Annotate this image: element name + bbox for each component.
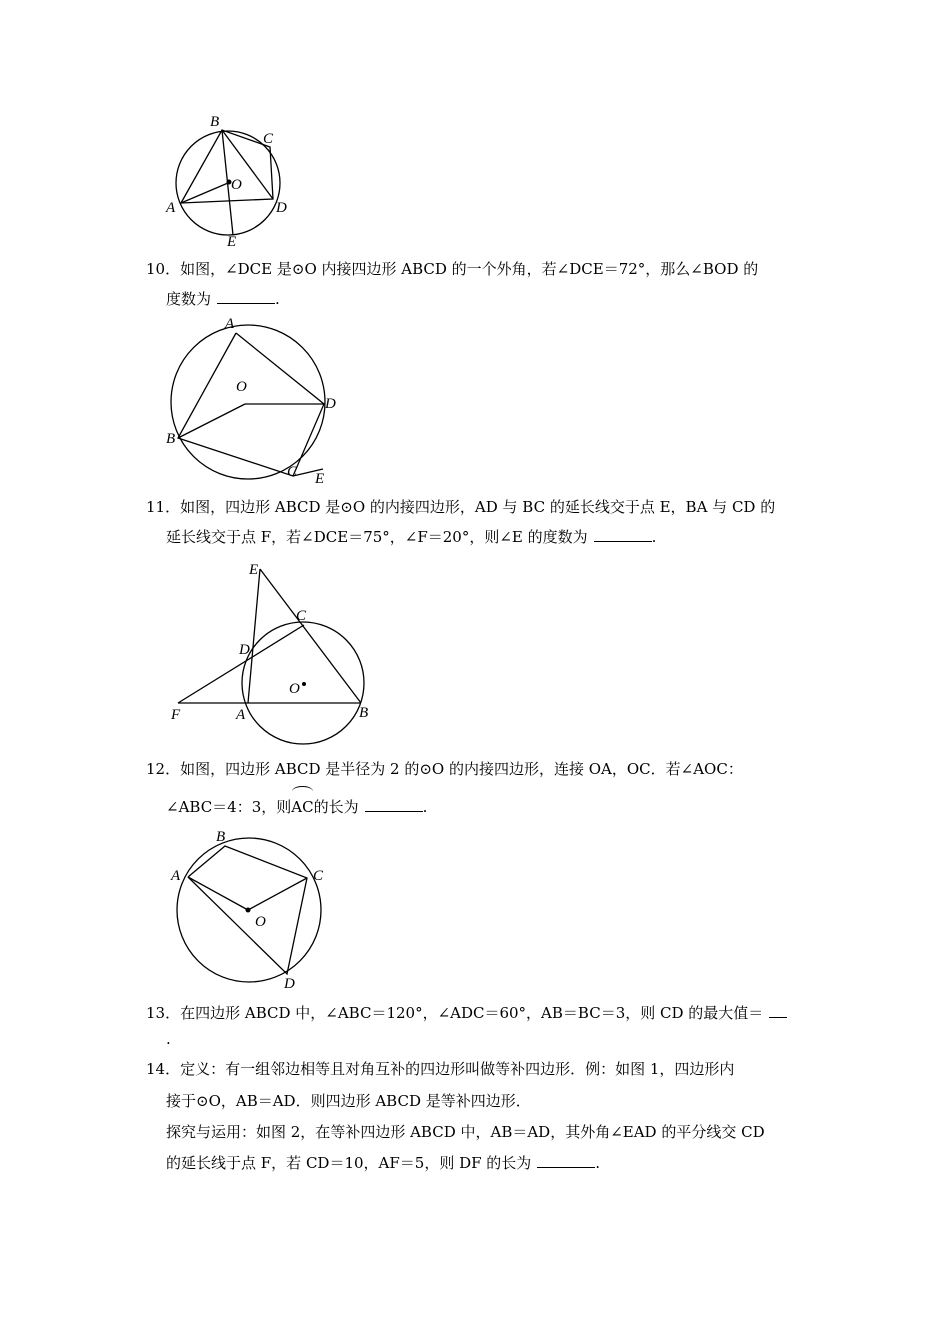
question-10-line2 bbox=[166, 284, 810, 314]
label-C: C bbox=[296, 608, 307, 624]
label-E: E bbox=[227, 234, 237, 250]
label-D: D bbox=[276, 200, 287, 216]
figure-circle-11 bbox=[165, 557, 385, 752]
label-F: F bbox=[171, 707, 181, 723]
label-B: B bbox=[166, 431, 176, 447]
question-12-line2 bbox=[166, 792, 810, 822]
label-D: D bbox=[284, 976, 295, 992]
question-11-end: . bbox=[651, 528, 657, 546]
figure-circle-10 bbox=[160, 312, 350, 492]
label-A: A bbox=[225, 316, 235, 332]
question-12-end: . bbox=[422, 798, 428, 816]
question-14-text: 的延长线于点 F，若 CD＝10，AF＝5，则 DF 的长为 bbox=[166, 1154, 532, 1172]
question-11-line2 bbox=[166, 522, 810, 552]
label-C: C bbox=[287, 464, 298, 480]
label-D: D bbox=[325, 396, 336, 412]
figure-circle-1 bbox=[160, 110, 310, 250]
label-O: O bbox=[236, 379, 247, 395]
answer-blank-14[interactable] bbox=[537, 1151, 595, 1168]
label-B: B bbox=[359, 705, 369, 721]
question-12-text: ∠ABC＝4：3，则 bbox=[166, 798, 292, 816]
question-13-line2: . bbox=[166, 1030, 171, 1048]
question-10-text: 度数为 bbox=[166, 290, 212, 308]
answer-blank-12[interactable] bbox=[365, 795, 423, 812]
label-E: E bbox=[249, 562, 259, 578]
label-D: D bbox=[239, 642, 250, 658]
label-A: A bbox=[171, 868, 181, 884]
answer-blank-10[interactable] bbox=[217, 287, 275, 304]
label-O: O bbox=[231, 177, 242, 193]
question-14-end: . bbox=[595, 1154, 601, 1172]
question-14-line3: 探究与运用：如图 2，在等补四边形 ABCD 中，AB＝AD，其外角∠EAD 的平分线交 CD bbox=[166, 1123, 765, 1141]
label-A: A bbox=[236, 707, 246, 723]
answer-blank-11[interactable] bbox=[594, 525, 652, 542]
figure-circle-12 bbox=[165, 825, 340, 995]
label-E: E bbox=[315, 471, 325, 487]
label-O: O bbox=[289, 681, 300, 697]
question-14-line4 bbox=[166, 1148, 810, 1178]
question-14-line1: 14．定义：有一组邻边相等且对角互补的四边形叫做等补四边形．例：如图 1，四边形内 bbox=[146, 1060, 735, 1078]
question-12-text-post: 的长为 bbox=[313, 798, 359, 816]
question-14-line2: 接于⊙O，AB＝AD．则四边形 ABCD 是等补四边形． bbox=[166, 1092, 531, 1110]
label-C: C bbox=[313, 868, 324, 884]
question-12-line1: 12．如图，四边形 ABCD 是半径为 2 的⊙O 的内接四边形，连接 OA，OC．若∠AOC： bbox=[146, 760, 743, 778]
arc-label: AC bbox=[291, 792, 313, 822]
label-A: A bbox=[166, 200, 176, 216]
answer-blank-13[interactable] bbox=[769, 1001, 787, 1018]
label-B: B bbox=[216, 829, 226, 845]
question-10-end: . bbox=[275, 290, 280, 308]
question-11-line1: 11．如图，四边形 ABCD 是⊙O 的内接四边形，AD 与 BC 的延长线交于点 E，BA 与 CD 的 bbox=[146, 498, 776, 516]
label-C: C bbox=[263, 131, 274, 147]
label-B: B bbox=[210, 114, 220, 130]
question-10-line1: 10．如图，∠DCE 是⊙O 内接四边形 ABCD 的一个外角，若∠DCE＝72°，那么∠BOD 的 bbox=[146, 260, 759, 278]
question-11-text: 延长线交于点 F，若∠DCE＝75°，∠F＝20°，则∠E 的度数为 bbox=[166, 528, 588, 546]
label-O: O bbox=[255, 914, 266, 930]
question-13-text: 13．在四边形 ABCD 中，∠ABC＝120°，∠ADC＝60°，AB＝BC＝3，则 CD 的最大值＝ bbox=[146, 1004, 764, 1022]
